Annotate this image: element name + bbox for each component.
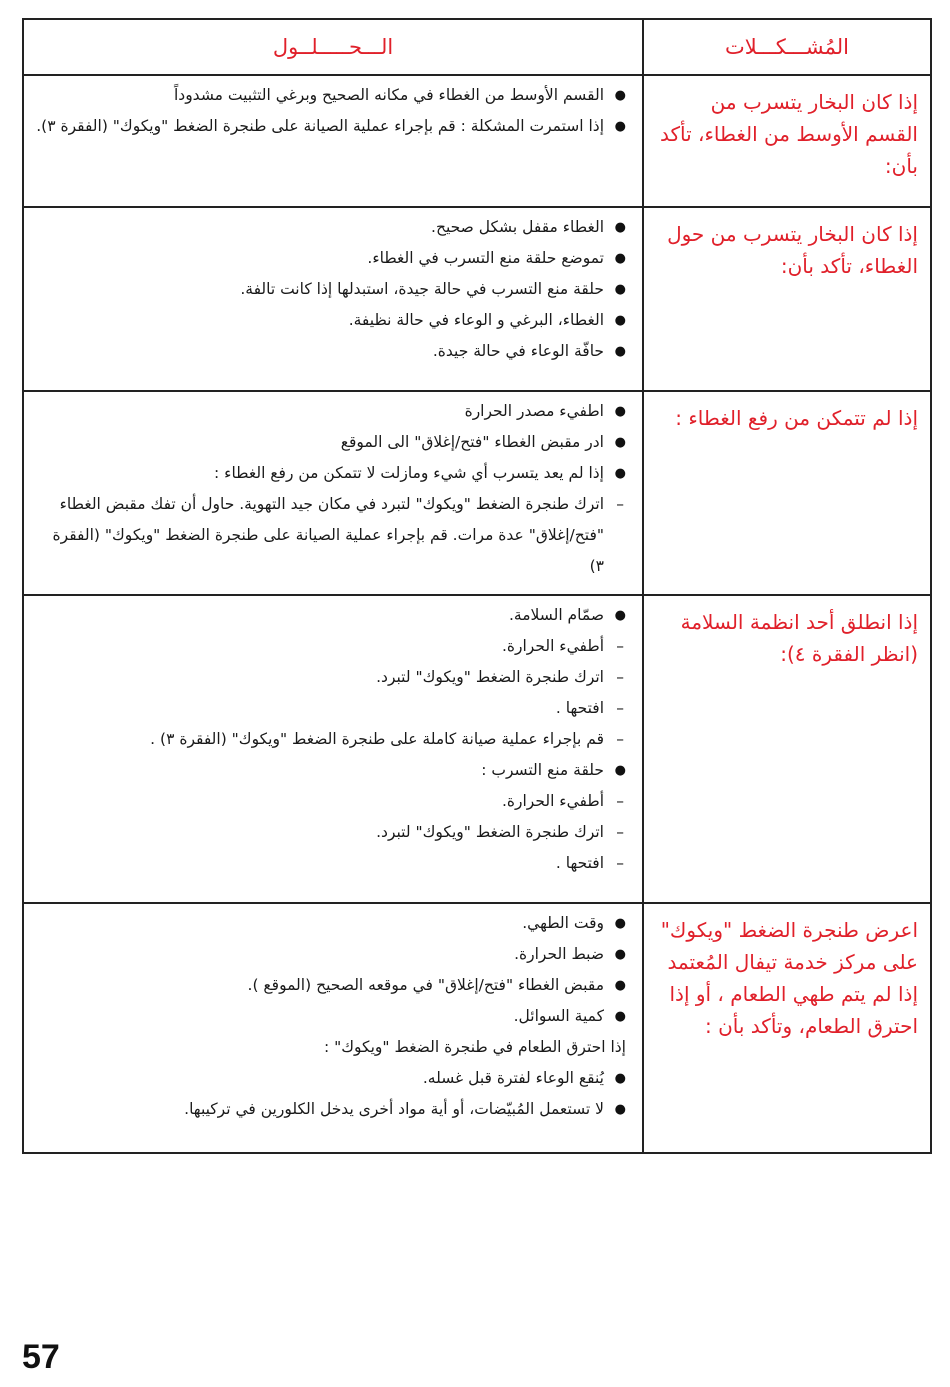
troubleshooting-table xyxy=(22,18,932,1154)
list-item: ● ادر مقبض الغطاء "فتح/إغلاق" الى الموقع xyxy=(34,427,626,458)
list-item: – أطفيء الحرارة. xyxy=(34,786,626,817)
problem-cell: إذا كان البخار يتسرب من حول الغطاء، تأكد بأن: xyxy=(643,207,931,391)
list-item: ● حلقة منع التسرب في حالة جيدة، استبدلها إذا كانت تالفة. xyxy=(34,274,626,305)
solutions-header: الـــحـــــلــول xyxy=(23,19,643,75)
list-item: ● حافّة الوعاء في حالة جيدة. xyxy=(34,336,626,367)
solution-cell xyxy=(23,75,643,207)
problem-cell: إذا انطلق أحد انظمة السلامة (انظر الفقرة ٤): xyxy=(643,595,931,903)
list-item: ● مقبض الغطاء "فتح/إغلاق" في موقعه الصحيح (الموقع ). xyxy=(34,970,626,1001)
list-item: ● يُنقع الوعاء لفترة قبل غسله. xyxy=(34,1063,626,1094)
table-row xyxy=(23,207,931,391)
list-item: ● القسم الأوسط من الغطاء في مكانه الصحيح وبرغي التثبيت مشدوداً xyxy=(34,80,626,111)
problem-cell: إذا لم تتمكن من رفع الغطاء : xyxy=(643,391,931,595)
problem-cell: اعرض طنجرة الضغط "ويكوك" على مركز خدمة تيفال المُعتمد إذا لم يتم طهي الطعام ، أو إذا احترق الطعام، وتأكد بأن : xyxy=(643,903,931,1153)
list-item: ● كمية السوائل. xyxy=(34,1001,626,1032)
list-item: ● تموضع حلقة منع التسرب في الغطاء. xyxy=(34,243,626,274)
list-item: – اترك طنجرة الضغط "ويكوك" لتبرد. xyxy=(34,817,626,848)
solution-cell xyxy=(23,391,643,595)
solution-cell xyxy=(23,207,643,391)
table-row xyxy=(23,391,931,595)
page-number: 57 xyxy=(22,1338,60,1376)
list-item: ● ضبط الحرارة. xyxy=(34,939,626,970)
list-item: ● إذا استمرت المشكلة : قم بإجراء عملية الصيانة على طنجرة الضغط "ويكوك" (الفقرة ٣). xyxy=(34,111,626,142)
list-item: – قم بإجراء عملية صيانة كاملة على طنجرة الضغط "ويكوك" (الفقرة ٣) . xyxy=(34,724,626,755)
list-item: ● الغطاء مقفل بشكل صحيح. xyxy=(34,212,626,243)
table-row xyxy=(23,903,931,1153)
problems-header: المُشـــكـــلات xyxy=(643,19,931,75)
solution-cell xyxy=(23,903,643,1153)
header-row xyxy=(23,19,931,75)
list-item: – أطفيء الحرارة. xyxy=(34,631,626,662)
list-item: – اترك طنجرة الضغط "ويكوك" لتبرد. xyxy=(34,662,626,693)
list-item: – افتحها . xyxy=(34,693,626,724)
list-item: ● وقت الطهي. xyxy=(34,908,626,939)
list-item: ● اطفيء مصدر الحرارة xyxy=(34,396,626,427)
list-item: ● إذا لم يعد يتسرب أي شيء ومازلت لا تتمكن من رفع الغطاء : xyxy=(34,458,626,489)
list-item: ● لا تستعمل المُبيّضات، أو أية مواد أخرى يدخل الكلورين في تركيبها. xyxy=(34,1094,626,1125)
burnt-food-note: إذا احترق الطعام في طنجرة الضغط "ويكوك" : xyxy=(324,1038,626,1056)
list-item: – اترك طنجرة الضغط "ويكوك" لتبرد في مكان جيد التهوية. حاول أن تفك مقبض الغطاء "فتح/إغلاق" عدة مرات. قم بإجراء عملية الصيانة على طنجرة الضغط "ويكوك" (الفقرة ٣) xyxy=(34,489,626,582)
list-item: ● حلقة منع التسرب : xyxy=(34,755,626,786)
table-row xyxy=(23,75,931,207)
list-item: ● صمّام السلامة. xyxy=(34,600,626,631)
table-row xyxy=(23,595,931,903)
list-item: ● الغطاء، البرغي و الوعاء في حالة نظيفة. xyxy=(34,305,626,336)
list-item: – افتحها . xyxy=(34,848,626,879)
problem-cell: إذا كان البخار يتسرب من القسم الأوسط من الغطاء، تأكد بأن: xyxy=(643,75,931,207)
solution-cell xyxy=(23,595,643,903)
